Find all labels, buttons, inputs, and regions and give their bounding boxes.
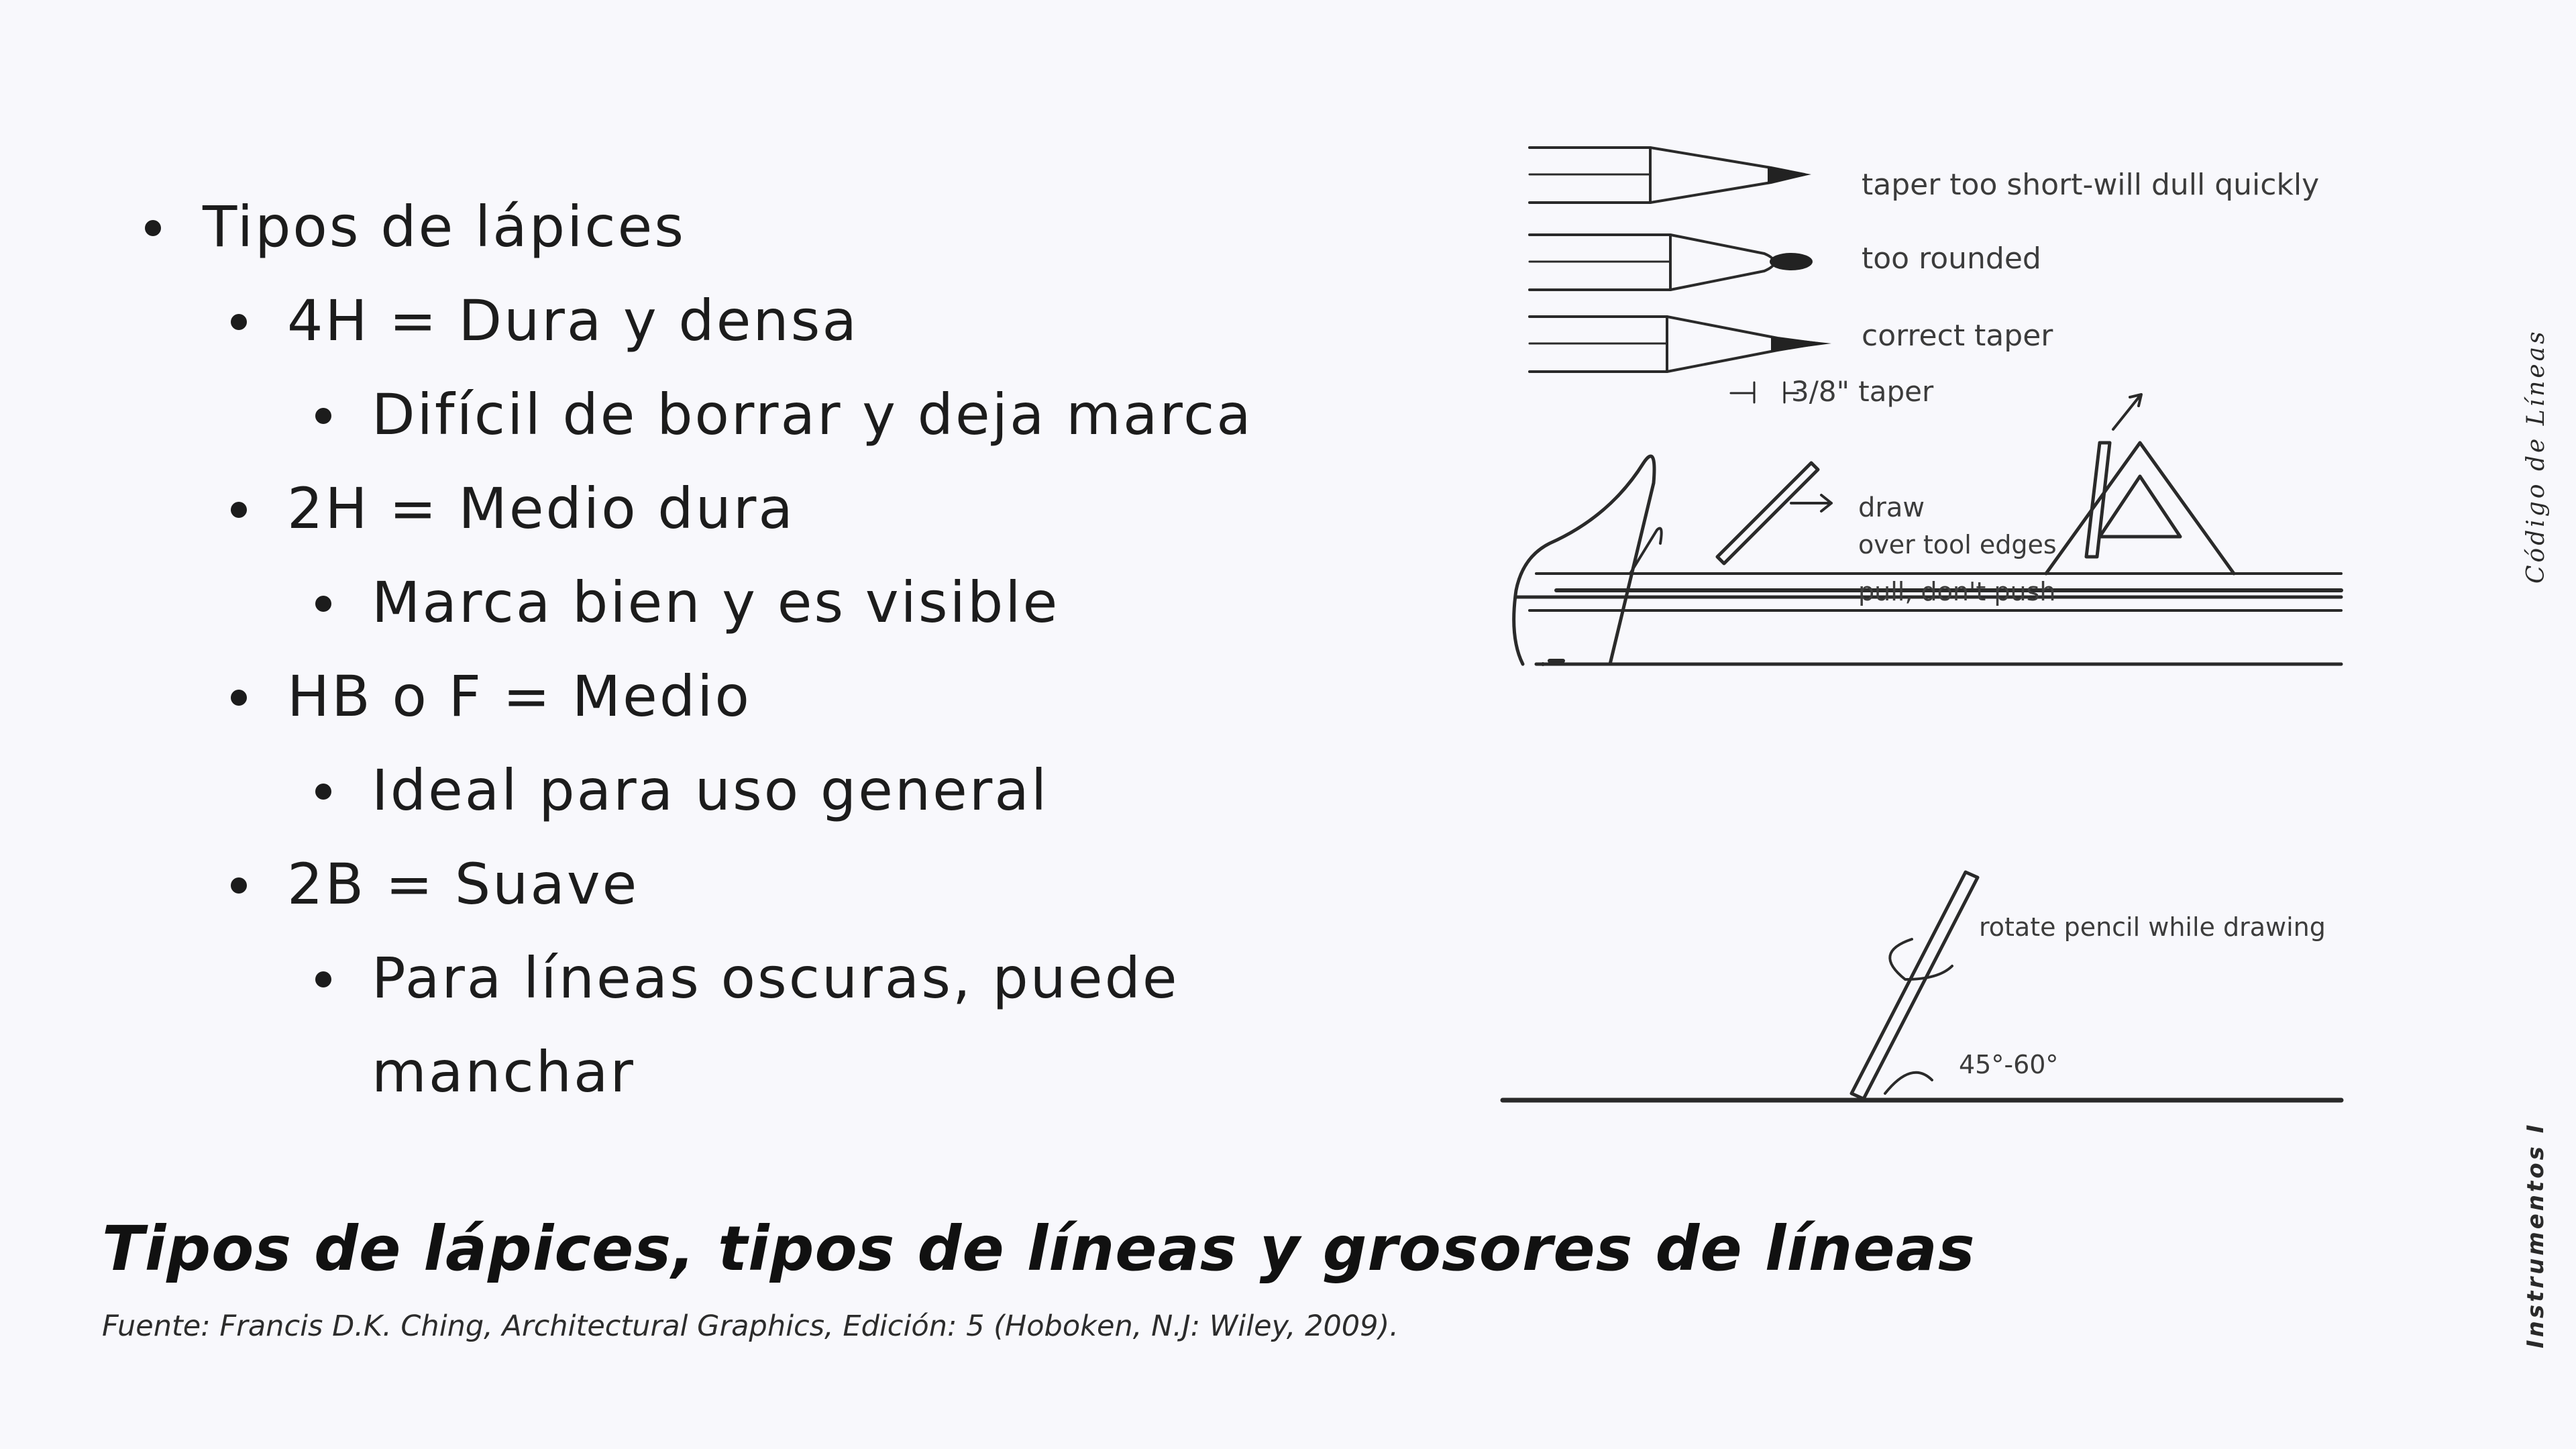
pencil-correct-taper <box>1529 317 1831 402</box>
label-draw: draw <box>1858 492 1925 523</box>
label-edges: over tool edges <box>1858 530 2057 559</box>
pencil-sketch <box>1496 127 2368 1120</box>
bullet-item: Marca bien y es visible <box>145 555 1285 649</box>
slide-heading: Tipos de lápices, tipos de líneas y grosores de líneas <box>102 1213 1976 1285</box>
source-citation: Fuente: Francis D.K. Ching, Architectural Graphics, Edición: 5 (Hoboken, N.J: Wiley, 2009). <box>102 1309 1399 1343</box>
label-angle: 45°-60° <box>1959 1050 2059 1079</box>
label-correct-taper: correct taper <box>1862 319 2053 353</box>
bullet-item: Para líneas oscuras, puede manchar <box>145 931 1244 1119</box>
bullet-item: 4H = Dura y densa <box>145 274 1285 368</box>
bullet-list <box>145 180 1285 1119</box>
bullet-item: 2H = Medio dura <box>145 462 1285 555</box>
bullet-item: HB o F = Medio <box>145 649 1285 743</box>
bullet-item: Tipos de lápices <box>145 180 1285 274</box>
pencil-rounded-tip <box>1529 235 1813 290</box>
label-rotate: rotate pencil while drawing <box>1979 912 2326 942</box>
rotate-pencil-scene <box>1503 872 2341 1100</box>
label-pull: pull, don't push <box>1858 577 2056 606</box>
pencil-technique-illustration <box>1496 127 2368 1120</box>
side-label-section: Código de Líneas <box>2522 329 2550 584</box>
bullet-item: Difícil de borrar y deja marca <box>145 368 1285 462</box>
label-taper-size: 3/8" taper <box>1791 375 1934 408</box>
side-label-course: Instrumentos I <box>2522 1122 2549 1348</box>
label-too-rounded: too rounded <box>1862 241 2041 276</box>
bullet-item: 2B = Suave <box>145 837 1285 931</box>
label-taper-short: taper too short-will dull quickly <box>1862 168 2320 202</box>
tsquare-triangle-scene <box>1514 394 2341 664</box>
bullet-item: Ideal para uso general <box>145 743 1285 837</box>
pencil-short-taper <box>1529 148 1811 203</box>
